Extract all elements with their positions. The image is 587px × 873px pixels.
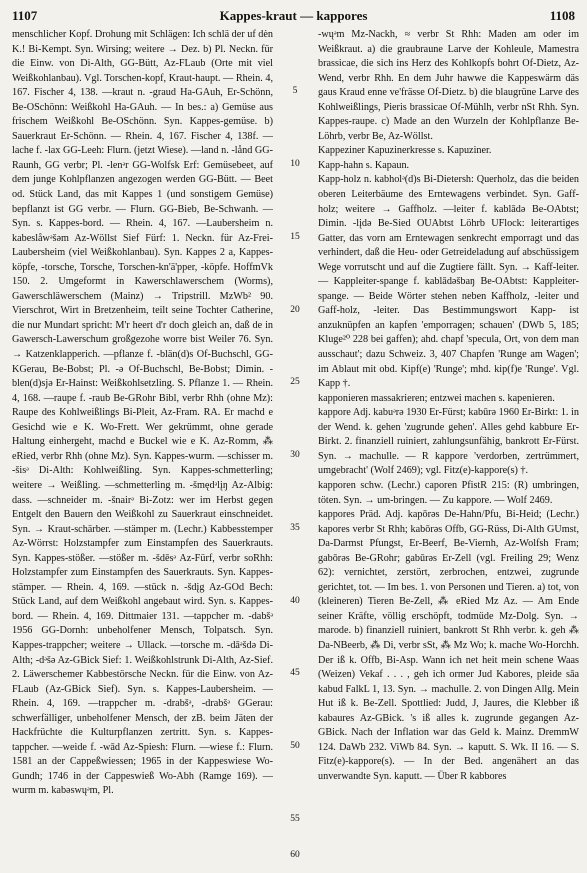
dictionary-entry: kappores Präd. Adj. kapōrəs De-Hahn/Pfu, Bi-Heid; (Lechr.) kapores verbr St Rhh; kabōrəs Offb, GG-Rüss, Di-Alth GUmst, Da-Darmst Pfungst, Er-Beerf, Be-Viernh, Az-Wolfsh Fram; gabōrəs Be-GRohr; gabūrəs Er-Zell (vgl. Freiling 29; Wenz 62): vernichtet, zerstört, zerbrochen, entzwei, zugrunde gerichtet, tot. — Im bes. 1. von Personen und Tieren. a) tot, von (kleineren) Tieren Be-Zell, ⁂ eRied Mz Az. — Am Ende seiner Kräfte, völlig erschöpft, todmüde Mz-Dolg. Syn. → marode. b) finanziell ruiniert, bankrott St Rhh verbr. k. geh ⁂ Da-NBeerb, ⁂ Di, verbr sSt, ⁂ Mz Wo; k. mache Wo-Horchh. Der iß k. Offb, Bi-Asp. Wann ich net heit mein schene Waas (Weizen) Vekaf . . . , geh ich ormer Jud Kabores, pleide sāa kabud FalkL 1, 13. Syn. → machulle. 2. von Dingen Allg. Mein Hut iß k. Be-Zell. Spottlied: Judd, J, Jaures, die Klebber iß kabaures Az-GBick. 's iß alles k. zugrunde gegangen Az-GBick. Nach der Inflation war das Geld k. Mainz. DremmW 124. DaWb 232. ViWb 84. Syn. → kaputt. S. Wk. II 16. — S. Fitz(e)-kappore(s). — In der Bed. angenähert an das unverwandte Syn. kaputt. — Über R kabbores	[318, 509, 579, 782]
line-number: 10	[290, 159, 300, 169]
dictionary-entry: Kapp-holz n. kabholᵊ(d)s Bi-Dietersh: Querholz, das die beiden oberen Leiterbäume des Erntewagens verbindet. Syn. Gaff-holz; weitere → Gaffholz. —leiter f. kablādə Be-OAbtst; Dimin. -lįdə Be-Sied OUAbtst Löhrb UFlock: leiterartiges Gatter, das vorn am Erntewagen senkrecht emporragt und das verhindert, daß die Heu- oder Getreideladung auf abschüssigem Wege vorrutscht und auf die Zugtiere fällt. Syn. → Kaff-leiter. — Kappleiter-spange f. kablādəšbaŋ Be-OAbtst: Kappleiter-spange. — Beide Wörter stehen neben Kaffholz, -leiter und Gaff-holz, -leiter. Das Bestimmungswort Kapp- ist anzuknüpfen an kapfen 'emporragen; schauen' (DWb 5, 185; Kluge²⁰ 228 bei gaffen); ahd. chapf 'specula, Ort, von dem man ausschaut'; dazu Schweiz. 3, 407 Chapfen 'Runge am Wagen'; im Ablaut mit obd. Kipf(e) 'Runge'; mhd. kip(f)e 'Runge'. Vgl. Kapp †.	[318, 174, 579, 390]
left-column	[12, 28, 273, 868]
dictionary-entry: Kapp-hahn s. Kapaun.	[318, 159, 410, 171]
line-number: 60	[290, 850, 300, 860]
dictionary-entry: menschlicher Kopf. Drohung mit Schlägen: Ich schlä der uf dėn K.! Bi-Kempt. Syn. Wirsing; weitere → Dez. b) Pl. Neckn. für die Einw. von Di-Alth, GG-Bütt, Az-FLaub (Orte mit viel Weißkohlanbau). Vgl. Torschen-kopf, Kraut-haupt. — Rhein. 4, 167. Fischer 4, 138. —kraut n. -graud Ha-GAuh, Er-Schönn, Be-OSchönn: Weißkohl Ha-GAuh. — In bes.: a) Gemüse aus frischem Weißkohl Be-OSchönn. Syn. Kappes-gemüse. b) Sauerkraut Er-Schönn. — Rhein. 4, 167. Fischer 4, 138f. —lache f. -lax GG-Leeh: Flurn. (jetzt Wiese). —land n. -lånd GG-Raunh, GG verbr; Pl. -lenᵊr GG-Wolfsk Erf: Gemüsebeet, auf dem junge Kohlpflanzen angezogen werden GG-Bütt. — Beet od. Stück Land, das mit Kappes 1 (und sonstigem Gemüse) bepflanzt ist GG verbr. — Flurn. GG-Bieb, Be-Schwanh. — Syn. s. Kappes-bord. — Rhein. 4, 167. —Laubersheim n. kabeslåwᵊšəm Az-Wöllst Sief Fürf: 1. Neckn. für Az-Frei-Laubersheim (viel Weißkohlanbau). Syn. Kappes 2 a, Kappes-köpfe, -torsche, Torsche, Torschen-kn'ä'pper, -köpfe. HoffmVk 150. 2. Umgeformt in Kawerschlawerschem (Worms), Gawerschläwerschem (Mainz) → Tripstrill. MzWb² 90. Vierschrot, Wirt in Bretzenheim, teilt seine Tochter Catherine, die nur Mundart spricht: M'r heert d'r doch gleich an, daß de in Gawersch-Lawerschum großgezohe worre bist Weiler 76. Syn. → Katzenklapperich. —pflanze f. -blän(d)s Of-Buchschl, GG-KGerau, Be-Bobst; Pl. -ə Of-Buchschl, Be-Bobst; Dimin. -blen(d)sjə Er-Hainst: Weißkohlsetzling. S. Pflanze 1. — Rhein. 4, 168. —raupe f. -raub Be-GRohr Bibl, verbr Rhh (ohne Mz): Raupe des Kohlweißlings Bi-Pleit, Az-Fram. RA. Er machd e Gesichd wie e K. Wo-Frett. Wer gekrümmt, ohne gerade Haltung einhergeht, machd e Buckel wie e K. Az-Romm, ⁂ eRied, verbr Rhh (ohne Mz). Syn. Kappes-wurm. —schisser m. -šisᵊ Di-Alth: Kohlweißling. Syn. Kappes-schmetterling; weitere → Weißling. —schmetterling m. -šmędᵊlįŋ Az-Albig: dass. —schneider m. -šnairᵊ Bi-Zotz: wer im Herbst gegen Entgelt den Bauern den Weißkohl zu Sauerkraut einschneidet. Syn. → Kraut-schärber. —stämper m. (Lechr.) Kabbesstemper Az-Wörrst: Holzstampfer zum Einstampfen des Sauerkrauts. Syn. Kappes-stößer. —stößer m. -šdēsᵊ Az-Fürf, verbr soRhh: Holzstampfer zum Einstampfen des Sauerkrauts. Syn. Kappes-stämper. — Rhein. 4, 169. —stück n. -šdįg Az-GOd Bech: Stück Land, auf dem Weißkohl angebaut wird. Syn. s. Kappes-bord. — Rhein. 4, 169. Dittmaier 131. —tappcher m. -dabšᵊ 1956 GG-Dornh: unbeholfener Mensch, Tolpatsch. Syn. Kappes-trappcher; weitere → Ullack. —torsche m. -dāᵊšdə Di-Alth; -dᵊšə Az-GBick Sief: 1. Weißkohlstrunk Di-Alth, Az-Sief. 2. Läwerschemer Kabbestörsche Neckn. für die Einw. von Az-FLaub (Az-GBick Sief). Syn. s. Kappes-Laubersheim. — Rhein. 4, 169. —trappcher m. -drabšᵊ, -drabšᵊ GGerau: schwerfälliger, unbeholfener Mensch, der zB. beim Jäten der Hackfrüchte die Kulturpflanzen zertritt. Syn. s. Kappes-tappcher. —weide f. -wād Az-Spiesh: Flurn. —wiese f.: Flurn. 1581 an der Cappeßwiessen; 1965 in der Kappeswiese Wo-Gundh; 1746 in der Cappeswieß Wo-Abh (Ramge 169). —wurm m. kabəswųᵊm, Pl.	[12, 29, 273, 797]
dictionary-entry: kapponieren massakrieren; entzwei machen s. kapenieren.	[318, 392, 555, 404]
dictionary-entry: -wųᵊm Mz-Nackh, ≈ verbr St Rhh: Maden am oder im Weißkraut. a) die graubraune Larve der Kohleule, Mamestra brassicae, die sich ins Herz des Kohlkopfs bohrt Of-Dietz, Az-Wend, verbr Rhh. En dem Juhr hawwe die Kappeswärm däs gaus Kraud enne ve'frässe Of-Dietz. b) die blaugrüne Larve des Kohlweißlings, Pieris brassicae Of-Mühlh, verbr nSt Rhh. Syn. Kappes-raupe. c) Made an den Wurzeln der Kohlpflanze Be-Löhrb, verbr Be, Az-Wöllst.	[318, 29, 579, 142]
running-title: Kappes-kraut — kappores	[219, 8, 368, 23]
line-number: 55	[290, 814, 300, 824]
line-number: 5	[292, 86, 298, 96]
right-column	[318, 28, 579, 868]
page-number-left: 1107	[12, 8, 38, 23]
page-header	[12, 8, 575, 24]
line-number: 30	[290, 450, 300, 460]
line-number: 25	[290, 377, 300, 387]
page-number-right: 1108	[549, 8, 575, 23]
line-number: 40	[290, 596, 300, 606]
line-number: 20	[290, 305, 300, 315]
dictionary-entry: kapporen schw. (Lechr.) caporen PfistR 215: (R) umbringen, töten. Syn. → um-bringen. — Zu kappore. — Wolf 2469.	[318, 479, 579, 506]
dictionary-entry: kappore Adj. kabuᵊrə 1930 Er-Fürst; kabūrə 1960 Er-Birkt: 1. in der Wend. k. gehen 'zugrunde gehen'. Alles gehd kabbure Er-Birkt. 2. finanziell ruiniert, zahlungsunfähig, bankrott Er-Fürst. Syn. → machulle. — R kappore 'verdorben, zertrümmert, umgebracht' (Wolf 2469); vgl. Fitz(e)-kappore(s) †.	[318, 407, 579, 477]
dictionary-entry: Kappeziner Kapuzinerkresse s. Kapuziner.	[318, 145, 492, 157]
line-number: 35	[290, 523, 300, 533]
line-number-gutter	[278, 28, 312, 868]
line-number: 50	[290, 741, 300, 751]
line-number: 45	[290, 668, 300, 678]
line-number: 15	[290, 232, 300, 242]
